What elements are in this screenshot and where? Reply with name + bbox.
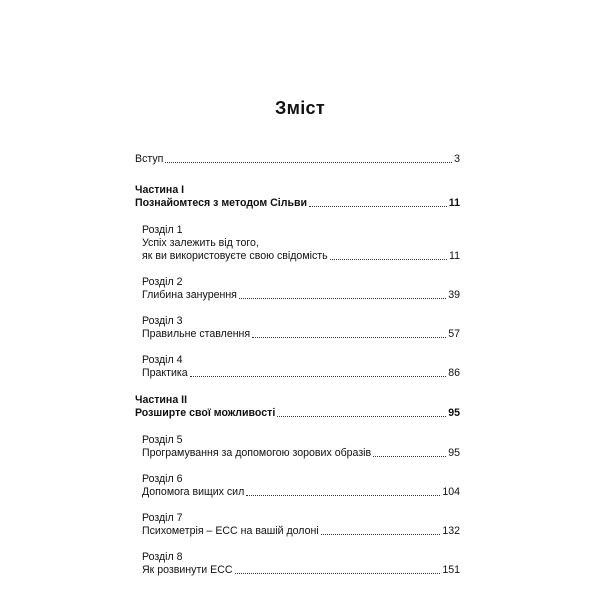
section-title-line: Успіх залежить від того, [142, 237, 259, 249]
toc-part-1 [135, 184, 460, 380]
part-heading-line [135, 407, 460, 420]
section-title: Практика [142, 367, 188, 379]
toc-entry-label: Вступ [135, 153, 164, 165]
toc-page-number: 151 [442, 564, 460, 576]
part-label: Частина І [135, 184, 185, 196]
toc-section-4 [135, 354, 460, 380]
section-title-line-last [142, 564, 460, 577]
toc-section-1 [135, 224, 460, 263]
section-title: Глибина занурення [142, 289, 237, 301]
dot-leader [235, 573, 441, 574]
section-label: Розділ 7 [142, 512, 183, 524]
table-of-contents [135, 153, 460, 577]
section-title: Правильне ставлення [142, 328, 251, 340]
dot-leader [330, 259, 447, 260]
section-title-line-last [142, 486, 460, 499]
part-heading: Розширте свої можливості [135, 407, 276, 419]
section-label: Розділ 5 [142, 434, 183, 446]
dot-leader [373, 456, 446, 457]
toc-section-5 [135, 434, 460, 460]
section-title: Психометрія – ЕСС на вашій долоні [142, 525, 319, 537]
toc-page-number: 11 [448, 197, 460, 209]
toc-page-number: 86 [448, 367, 460, 379]
toc-page-number: 11 [449, 250, 460, 262]
section-title: Програмування за допомогою зорових образів [142, 447, 372, 459]
toc-section-7 [135, 512, 460, 538]
toc-part-2 [135, 394, 460, 577]
section-title-line-last [142, 525, 460, 538]
toc-page-number: 3 [454, 153, 460, 165]
section-label: Розділ 6 [142, 473, 183, 485]
section-label: Розділ 3 [142, 315, 183, 327]
section-title-line-last [142, 447, 460, 460]
toc-entry-intro [135, 153, 460, 166]
page-title: Зміст [275, 98, 325, 118]
dot-leader [246, 495, 440, 496]
toc-page-number: 57 [448, 328, 460, 340]
section-label: Розділ 2 [142, 276, 183, 288]
toc-section-6 [135, 473, 460, 499]
part-heading: Познайомтеся з методом Сільви [135, 197, 308, 209]
toc-page-number: 95 [448, 407, 460, 419]
toc-section-3 [135, 315, 460, 341]
toc-page-number: 95 [448, 447, 460, 459]
toc-page-number: 39 [448, 289, 460, 301]
section-title-line-last [142, 250, 460, 263]
toc-page-number: 132 [442, 525, 460, 537]
section-title-line-last [142, 367, 460, 380]
dot-leader [239, 298, 446, 299]
section-label: Розділ 1 [142, 224, 183, 236]
part-heading-line [135, 197, 460, 210]
section-title: як ви використовуєте свою свідомість [142, 250, 328, 262]
section-title-line-last [142, 328, 460, 341]
toc-section-2 [135, 276, 460, 302]
part-label: Частина ІІ [135, 394, 188, 406]
dot-leader [165, 162, 452, 163]
section-label: Розділ 8 [142, 551, 183, 563]
toc-page-number: 104 [442, 486, 460, 498]
section-title: Як розвинути ЕСС [142, 564, 233, 576]
section-title: Допомога вищих сил [142, 486, 245, 498]
dot-leader [190, 376, 447, 377]
section-label: Розділ 4 [142, 354, 183, 366]
dot-leader [309, 206, 447, 207]
dot-leader [277, 416, 446, 417]
section-title-line-last [142, 289, 460, 302]
dot-leader [321, 534, 441, 535]
dot-leader [252, 337, 446, 338]
toc-section-8 [135, 551, 460, 577]
